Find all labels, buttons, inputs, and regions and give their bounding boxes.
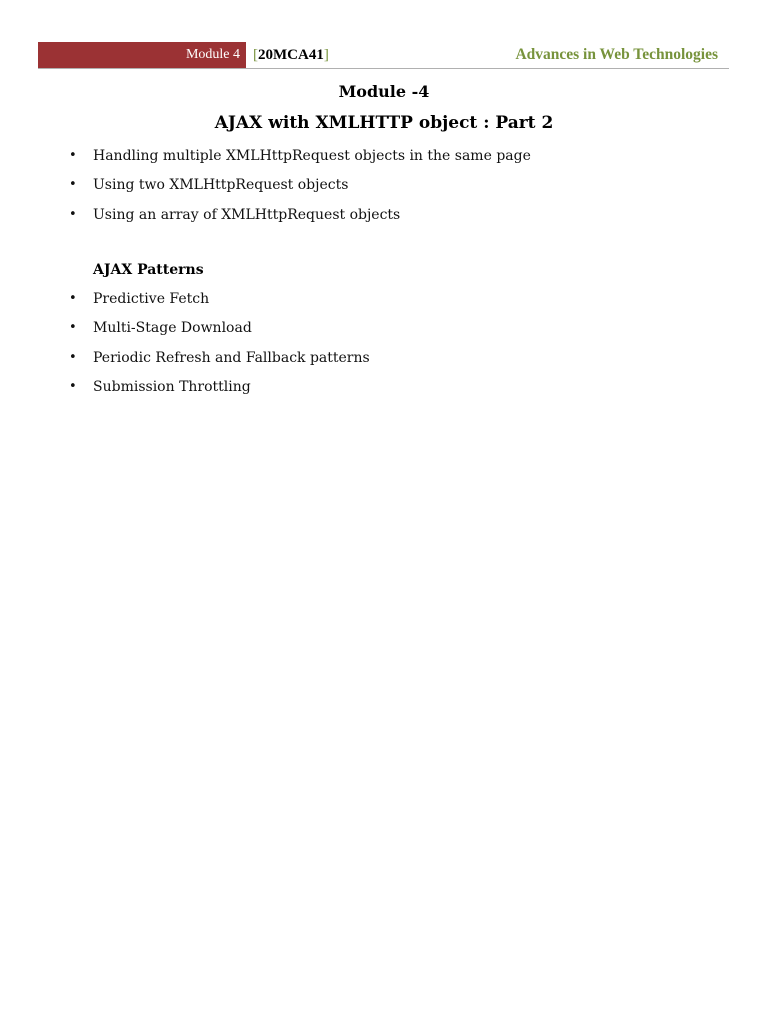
topic-text: Handling multiple XMLHttpRequest objects in the same page [93,148,531,164]
header-subject-title: Advances in Web Technologies [515,46,718,63]
pattern-text: Periodic Refresh and Fallback patterns [93,349,370,366]
header-module-label: Module 4 [185,47,240,62]
bullet-icon: • [69,206,77,222]
header-bracket-open: [ [253,47,258,63]
bullet-icon: • [69,320,77,336]
main-title: AJAX with XMLHTTP object : Part 2 [214,113,554,133]
patterns-heading: AJAX Patterns [93,262,204,278]
topic-text: Using two XMLHttpRequest objects [93,177,349,194]
module-title: Module -4 [338,82,430,101]
bullet-icon: • [69,291,77,306]
topic-text: Using an array of XMLHttpRequest objects [93,206,401,223]
bullet-icon: • [69,148,77,163]
bullet-icon: • [69,177,77,193]
header-course-code-text: 20MCA41 [258,47,324,63]
header-bracket-close: ] [323,47,329,63]
bullet-icon: • [69,349,77,365]
pattern-text: Multi-Stage Download [93,320,252,337]
bullet-icon: • [69,378,77,394]
pattern-text: Submission Throttling [93,378,251,395]
header-course-code [253,42,329,68]
pattern-text: Predictive Fetch [93,291,210,307]
header-divider [38,68,729,69]
